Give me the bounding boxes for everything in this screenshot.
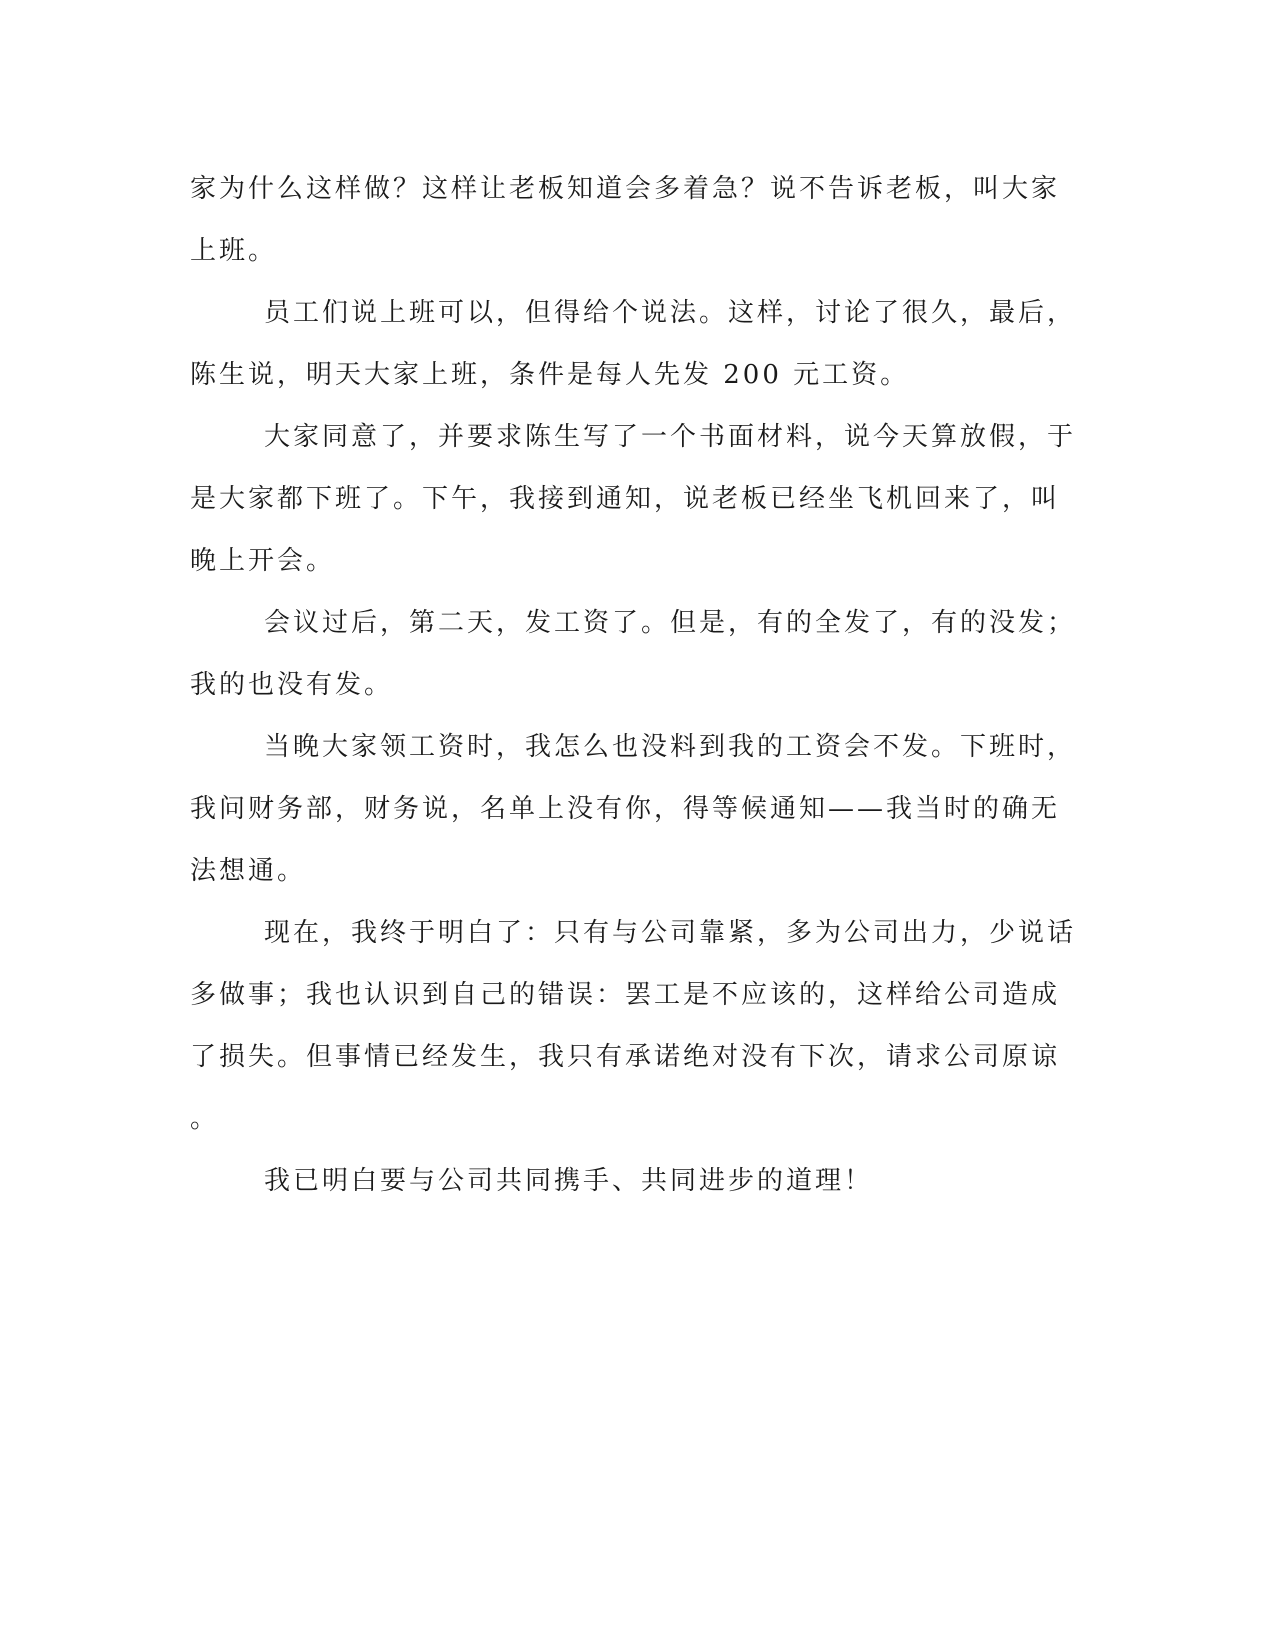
document-body	[190, 158, 1090, 1212]
paragraph: 大家同意了，并要求陈生写了一个书面材料，说今天算放假，于 是大家都下班了。下午，我接到通知，说老板已经坐飞机回来了，叫 晚上开会。	[190, 422, 1077, 576]
paragraph: 员工们说上班可以，但得给个说法。这样，讨论了很久，最后， 陈生说，明天大家上班，条件是每人先发 200 元工资。	[190, 298, 1077, 390]
paragraph-continued: 家为什么这样做？这样让老板知道会多着急？说不告诉老板，叫大家 上班。	[190, 174, 1061, 266]
paragraph: 当晚大家领工资时，我怎么也没料到我的工资会不发。下班时， 我问财务部，财务说，名单上没有你，得等候通知——我当时的确无 法想通。	[190, 732, 1077, 886]
paragraph: 我已明白要与公司共同携手、共同进步的道理！	[264, 1166, 874, 1196]
paragraph: 现在，我终于明白了：只有与公司靠紧，多为公司出力，少说话 多做事；我也认识到自己的错误：罢工是不应该的，这样给公司造成 了损失。但事情已经发生，我只有承诺绝对没有下次，请求公司原谅 。	[190, 918, 1077, 1134]
paragraph: 会议过后，第二天，发工资了。但是，有的全发了，有的没发； 我的也没有发。	[190, 608, 1077, 700]
